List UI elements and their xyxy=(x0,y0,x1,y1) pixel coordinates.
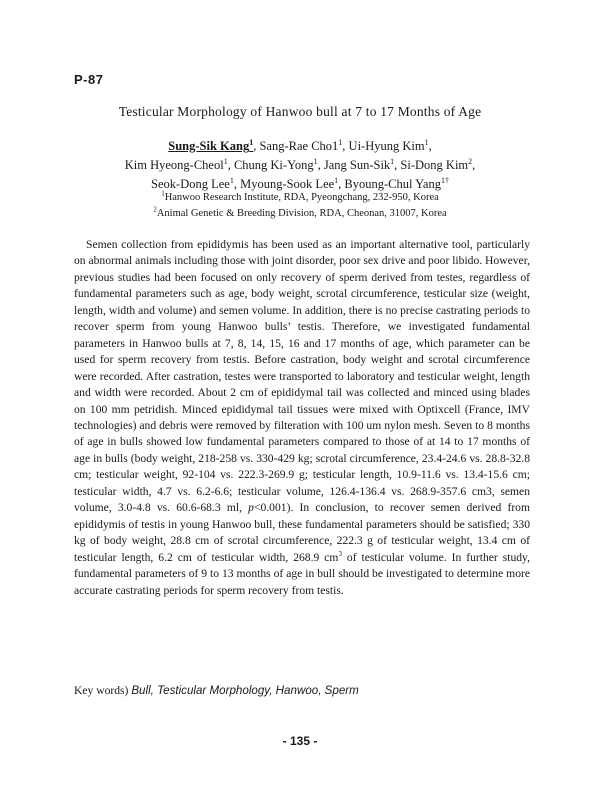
author: Si-Dong Kim$^2$ xyxy=(400,156,473,172)
author-presenter: Sung-Sik Kang$^1$ xyxy=(168,137,254,153)
author: Seok-Dong Lee$^1$ xyxy=(151,175,234,191)
author-line-2: Kim Hyeong-Cheol$^1$, Chung Ki-Yong$^1$, Jang Sun-Sik$^1$, Si-Dong Kim$^2$, xyxy=(124,156,476,172)
page-number: - 135 - xyxy=(282,734,318,748)
author: Myoung-Sook Lee$^1$ xyxy=(240,175,339,191)
abstract-body: Semen collection from epididymis has been used as an important alternative tool, particularly on abnormal animals including those with joint disorder, poor sex drive and poor libido. However, previous studies had been focused on only recovery of sperm derived from testes, regardless of fundamental parameters such as age, body weight, scrotal circumference, testicular size (weight, length, width and volume) and semen volume. In addition, there is no precise castrating periods to recover sperm from young Hanwoo bulls’ testis. Therefore, we investigated fundamental parameters in Hanwoo bulls at 7, 8, 14, 15, 16 and 17 months of age, which parameter can be used for sperm recovery from testis. Before castration, body weight and scrotal circumference were recorded. After castration, testes were transported to laboratory and testicular weight, length and width were recorded. About 2 cm of epididymal tail was collected and minced using blades on 100 mm petridish. Minced epididymal tail tissues were mixed with Optixcell (France, IMV technologies) and debris were removed by filteration with 100 um nylon mesh. Seven to 8 months of age in bulls showed low fundamental parameters compared to those of at 14 to 17 months of age in bulls (body weight, 218-258 vs. 330-429 kg; scrotal circumference, 23.4-24.6 vs. 28.8-32.8 cm; testicular weight, 92-104 vs. 222.3-269.9 g; testicular length, 10.9-11.6 vs. 13.4-15.6 cm; testicular width, 4.7 vs. 6.2-6.6; testicular volume, 126.4-136.4 vs. 268.9-357.6 cm3, semen volume, 3.0-4.8 vs. 60.6-68.3 ml, p<0.001). In conclusion, to recover semen derived from epididymis of testis in young Hanwoo bull, these fundamental parameters should be satisfied; 330 kg of body weight, 28.8 cm of scrotal circumference, 222.3 g of testicular weight, 13.4 cm of testicular length, 6.2 cm of testicular width, 268.9 $cm^3$ of testicular volume. In further study, fundamental parameters of 9 to 13 months of age in bull should be investigated to determine more accurate castrating periods for sperm recovery from testis. xyxy=(74,238,531,597)
affiliation: $^2$Animal Genetic & Breeding Division, RDA, Cheonan, 31007, Korea xyxy=(153,205,447,219)
affiliation-list xyxy=(60,190,540,222)
author: Kim Hyeong-Cheol$^1$ xyxy=(124,156,228,172)
author-line-3: Seok-Dong Lee$^1$, Myoung-Sook Lee$^1$, Byoung-Chul Yang$^{1\dagger}$ xyxy=(151,175,449,191)
author: Sang-Rae $Cho1^1$ xyxy=(259,137,343,153)
author: Chung Ki-Yong$^1$ xyxy=(233,156,318,172)
affiliation: $^1$Hanwoo Research Institute, RDA, Pyeongchang, 232-950, Korea xyxy=(161,189,439,203)
paper-title: Testicular Morphology of Hanwoo bull at 7 to 17 Months of Age xyxy=(118,104,482,119)
author-corresponding: Byoung-Chul Yang$^{1\dagger}$ xyxy=(344,175,449,191)
author: Jang Sun-Sik$^1$ xyxy=(323,156,395,172)
author-list xyxy=(60,137,540,194)
author: Ui-Hyung Kim$^1$ xyxy=(348,137,429,153)
keywords-terms: Bull, Testicular Morphology, Hanwoo, Sperm xyxy=(131,684,359,697)
author-line-1: Sung-Sik Kang$^1$, Sang-Rae $Cho1^1$, Ui-Hyung Kim$^1$, xyxy=(168,137,432,153)
keywords-label: Key words) xyxy=(74,684,129,697)
poster-id: P-87 xyxy=(74,72,104,87)
keywords xyxy=(74,684,530,697)
